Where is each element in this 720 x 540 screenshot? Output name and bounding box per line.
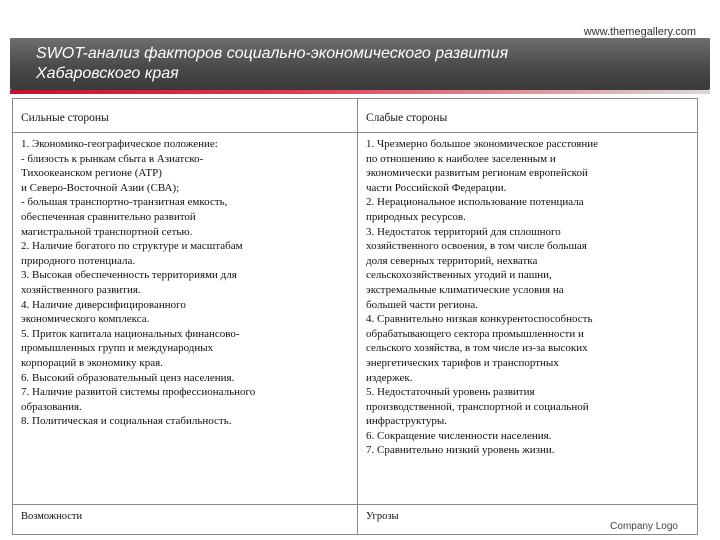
- list-line: части Российской Федерации.: [366, 181, 507, 194]
- list-line: Тихоокеанском регионе (АТР): [21, 167, 162, 180]
- list-line: - большая транспортно-транзитная емкость,: [21, 196, 228, 209]
- list-line: промышленных групп и международных: [21, 342, 214, 355]
- list-line: инфраструктуры.: [366, 415, 447, 428]
- list-line: 5. Приток капитала национальных финансово-: [21, 327, 240, 340]
- slide-title: SWOT-анализ факторов социально-экономического развития Хабаровского края: [36, 45, 509, 82]
- site-url: www.themegallery.com: [583, 26, 696, 38]
- list-line: производственной, транспортной и социальной: [366, 400, 589, 413]
- list-line: магистральной транспортной сетью.: [21, 225, 193, 238]
- list-line: 2. Нерациональное использование потенциала: [366, 196, 584, 209]
- threats-header: Угрозы: [358, 505, 698, 535]
- swot-table: [12, 98, 698, 535]
- weaknesses-cell: [358, 133, 698, 505]
- list-line: экстремальные климатические условия на: [366, 283, 564, 296]
- list-line: хозяйственного развития.: [21, 283, 141, 296]
- list-line: энергетических тарифов и транспортных: [366, 356, 559, 369]
- list-line: издержек.: [366, 371, 413, 384]
- title-bar: [10, 38, 710, 90]
- strengths-header: Сильные стороны: [13, 99, 358, 133]
- list-line: природных ресурсов.: [366, 210, 466, 223]
- list-line: 4. Наличие диверсифицированного: [21, 298, 186, 311]
- list-line: хозяйственного освоения, в том числе большая: [366, 240, 587, 253]
- list-line: 3. Недостаток территорий для сплошного: [366, 225, 561, 238]
- list-line: 8. Политическая и социальная стабильность.: [21, 415, 232, 428]
- list-line: экономического комплекса.: [21, 313, 150, 326]
- list-line: природного потенциала.: [21, 254, 136, 267]
- list-line: по отношению к наиболее заселенным и: [366, 152, 556, 165]
- table-body-row: [13, 133, 698, 505]
- company-logo: Company Logo: [610, 521, 678, 532]
- list-line: и Северо-Восточной Азии (СВА);: [21, 181, 180, 194]
- weaknesses-list: [366, 137, 691, 458]
- list-line: 1. Чрезмерно большое экономическое расстояние: [366, 138, 598, 150]
- list-line: корпораций в экономику края.: [21, 356, 163, 369]
- list-line: 7. Сравнительно низкий уровень жизни.: [366, 444, 555, 457]
- opportunities-header: Возможности: [13, 505, 358, 535]
- table-header-row: [13, 99, 698, 133]
- list-line: 3. Высокая обеспеченность территориями для: [21, 269, 237, 282]
- list-line: экономически развитым регионам европейской: [366, 167, 588, 180]
- list-line: образования.: [21, 400, 82, 413]
- list-line: 6. Высокий образовательный ценз населения.: [21, 371, 235, 384]
- strengths-list: [21, 137, 351, 429]
- list-line: обеспеченная сравнительно развитой: [21, 210, 196, 223]
- list-line: обрабатывающего сектора промышленности и: [366, 327, 584, 340]
- weaknesses-header: Слабые стороны: [358, 99, 698, 133]
- list-line: 1. Экономико-географическое положение:: [21, 138, 218, 150]
- list-line: - близость к рынкам сбыта в Азиатско-: [21, 152, 204, 165]
- list-line: 2. Наличие богатого по структуре и масштабам: [21, 240, 243, 253]
- list-line: 4. Сравнительно низкая конкурентоспособность: [366, 313, 593, 326]
- table-footer-row: [13, 505, 698, 535]
- list-line: 5. Недостаточный уровень развития: [366, 386, 535, 399]
- list-line: сельскохозяйственных угодий и пашни,: [366, 269, 552, 282]
- list-line: большей части региона.: [366, 298, 478, 311]
- list-line: 6. Сокращение численности населения.: [366, 429, 552, 442]
- list-line: доля северных территорий, нехватка: [366, 254, 538, 267]
- list-line: 7. Наличие развитой системы профессионального: [21, 386, 256, 399]
- list-line: сельского хозяйства, в том числе из-за высоких: [366, 342, 588, 355]
- strengths-cell: [13, 133, 358, 505]
